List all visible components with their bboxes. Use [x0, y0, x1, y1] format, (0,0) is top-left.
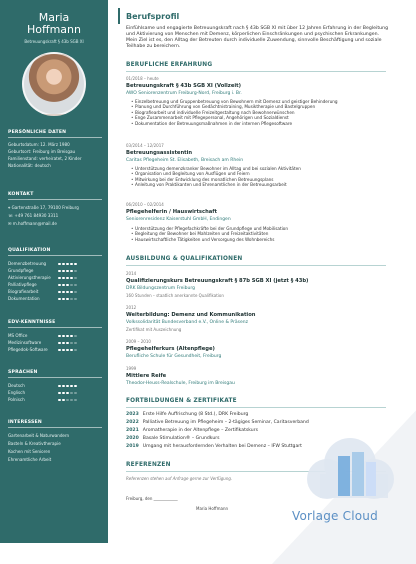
signature-label: Maria Hoffmann — [196, 506, 229, 511]
rating-dot-icon — [66, 342, 69, 345]
edu-title: Qualifizierungskurs Betreuungskraft § 87b SGB XI (jetzt § 43b) — [126, 278, 309, 284]
skill-row — [8, 340, 106, 346]
rating-dot-icon — [58, 385, 61, 388]
skill-rating — [58, 275, 78, 280]
job-bullets — [131, 166, 386, 188]
contact-heading: KONTAKT — [8, 192, 102, 200]
watermark-cloud-icon — [272, 404, 416, 564]
location-icon: ⌖ — [8, 205, 12, 210]
skill-rating — [58, 289, 78, 294]
personal-line: Familienstand: verheiratet, 2 Kinder — [8, 156, 82, 161]
edu-year: 2012 — [126, 305, 137, 310]
rating-dot-icon — [70, 342, 73, 345]
cert-text: Umgang mit herausfordernden Verhalten bei Demenz – IFW Stuttgart — [142, 444, 302, 449]
rating-dot-icon — [58, 284, 61, 287]
cert-text: Aromatherapie in der Altenpflege – Zertifikatskurs — [142, 428, 258, 433]
job-period: 01/2018 – heute — [126, 76, 159, 81]
rating-dot-icon — [62, 385, 65, 388]
rating-dot-icon — [62, 270, 65, 273]
skill-row — [8, 296, 106, 302]
rating-dot-icon — [70, 385, 73, 388]
skill-rating — [58, 333, 78, 338]
rating-dot-icon — [66, 298, 69, 301]
bullet-item: • Biografiearbeit und individuelle Freizeitgestaltung nach Bewohnerwünschen — [131, 110, 386, 115]
bullet-item: • Unterstützung der Pflegefachkräfte bei der Grundpflege und Mobilisation — [131, 226, 386, 231]
rating-dot-icon — [70, 298, 73, 301]
rating-dot-icon — [74, 270, 77, 273]
rating-dot-icon — [74, 263, 77, 266]
rating-dot-icon — [58, 277, 61, 280]
edu-org: DRK Bildungszentrum Freiburg — [126, 286, 195, 291]
rating-dot-icon — [74, 335, 77, 338]
rating-dot-icon — [70, 399, 73, 402]
rating-dot-icon — [66, 284, 69, 287]
rating-dot-icon — [62, 298, 65, 301]
edu-year: 2014 — [126, 271, 137, 276]
rating-dot-icon — [70, 277, 73, 280]
rating-dot-icon — [74, 291, 77, 294]
skill-row — [8, 275, 106, 281]
skill-label: Grundpflege — [8, 268, 34, 273]
cert-year: 2021 — [126, 428, 139, 433]
job-bullets — [131, 226, 386, 242]
skill-label: Palliativpflege — [8, 282, 37, 287]
mail-icon: ✉ — [8, 221, 13, 226]
interests-heading: INTERESSEN — [8, 420, 102, 428]
skill-rating — [58, 347, 78, 352]
experience-heading: BERUFLICHE ERFAHRUNG — [126, 62, 213, 68]
rating-dot-icon — [74, 392, 77, 395]
rating-dot-icon — [58, 399, 61, 402]
rating-dot-icon — [62, 263, 65, 266]
skill-label: Aktivierungstherapie — [8, 275, 51, 280]
skill-row — [8, 383, 106, 389]
edu-year: 1999 — [126, 366, 137, 371]
rating-dot-icon — [58, 392, 61, 395]
personal-line: Geburtsdatum: 12. März 1980 — [8, 142, 70, 147]
job-period: 06/2010 – 02/2014 — [126, 202, 164, 207]
phone-icon: ☏ — [8, 213, 15, 218]
bullet-item: • Dokumentation der Betreuungsmaßnahmen in der internen Pflegesoftware — [131, 121, 386, 126]
rating-dot-icon — [70, 291, 73, 294]
personal-line: Nationalität: deutsch — [8, 163, 51, 168]
edu-org: Berufliche Schule für Gesundheit, Freiburg — [126, 354, 222, 359]
bullet-item: • Hauswirtschaftliche Tätigkeiten und Versorgung des Wohnbereichs — [131, 237, 386, 242]
job-bullets — [131, 99, 386, 126]
skill-rating — [58, 268, 78, 273]
rating-dot-icon — [58, 349, 61, 352]
skill-row — [8, 282, 106, 288]
rating-dot-icon — [66, 291, 69, 294]
bullet-item: • Begleitung der Bewohner bei Mahlzeiten und Freizeitaktivitäten — [131, 231, 386, 236]
skill-row — [8, 347, 106, 353]
profile-accent-bar — [118, 8, 120, 24]
rating-dot-icon — [66, 349, 69, 352]
profile-photo — [22, 52, 86, 116]
skill-rating — [58, 390, 78, 395]
place-date: Freiburg, den ____________ — [126, 496, 178, 501]
job-title: Betreuungskraft § 43b SGB XI (Vollzeit) — [126, 83, 241, 89]
certificates-heading: FORTBILDUNGEN & ZERTIFIKATE — [126, 398, 237, 404]
rating-dot-icon — [58, 335, 61, 338]
skill-row — [8, 289, 106, 295]
skill-label: Pflegedok-Software — [8, 347, 48, 352]
email-text[interactable]: m.hoffmann@mail.de — [12, 221, 57, 226]
bullet-item: • Einzelbetreuung und Gruppenbetreuung von Bewohnern mit Demenz und geistiger Behinderung — [131, 99, 386, 104]
skill-label: Biografiearbeit — [8, 289, 39, 294]
interest-item: Gartenarbeit & Naturwandern — [8, 433, 70, 438]
rating-dot-icon — [62, 291, 65, 294]
rating-dot-icon — [66, 263, 69, 266]
rating-dot-icon — [70, 263, 73, 266]
job-company: Caritas Pflegeheim St. Elisabeth, Breisach am Rhein — [126, 158, 244, 163]
edu-note: Zertifikat mit Auszeichnung — [126, 327, 182, 332]
edu-title: Weiterbildung: Demenz und Kommunikation — [126, 312, 256, 318]
phone-text[interactable]: +49 761 84930 3311 — [14, 213, 59, 218]
rating-dot-icon — [70, 284, 73, 287]
contact-email — [8, 221, 106, 226]
bullet-item: • Organisation und Begleitung von Ausflügen und Feiern — [131, 171, 386, 176]
skill-row — [8, 261, 106, 267]
qualification-heading: QUALIFIKATION — [8, 248, 102, 256]
skill-label: Englisch — [8, 390, 26, 395]
rating-dot-icon — [74, 284, 77, 287]
job-title: Betreuungsassistentin — [126, 150, 193, 156]
rating-dot-icon — [58, 291, 61, 294]
bullet-item: • Planung und Durchführung von Gedächtnistraining, Musiktherapie und Bastelgruppen — [131, 104, 386, 109]
skill-rating — [58, 296, 78, 301]
rating-dot-icon — [74, 349, 77, 352]
job-title: Pflegehelferin / Hauswirtschaft — [126, 209, 218, 215]
bullet-item: • Enge Zusammenarbeit mit Pflegepersonal, Angehörigen und Sozialdienst — [131, 115, 386, 120]
edu-year: 2009 – 2010 — [126, 339, 151, 344]
rating-dot-icon — [66, 335, 69, 338]
cert-text: Erste Hilfe Auffrischung (8 Std.), DRK Freiburg — [142, 412, 249, 417]
rating-dot-icon — [58, 342, 61, 345]
skill-rating — [58, 282, 78, 287]
skill-label: Medizinsoftware — [8, 340, 42, 345]
skill-label: Dokumentation — [8, 296, 40, 301]
skill-rating — [58, 340, 78, 345]
skill-row — [8, 397, 106, 403]
bullet-item: • Mitwirkung bei der Entwicklung des monatlichen Betreuungsplans — [131, 177, 386, 182]
skill-label: Polnisch — [8, 397, 25, 402]
rating-dot-icon — [70, 349, 73, 352]
rating-dot-icon — [74, 385, 77, 388]
rating-dot-icon — [70, 335, 73, 338]
it-heading: EDV-KENNTNISSE — [8, 320, 102, 328]
name-last: Hoffmann — [27, 23, 81, 36]
bullet-item: • Anleitung von Praktikanten und Ehrenamtlichen in der Betreuungsarbeit — [131, 182, 386, 187]
bullet-item: • Unterstützung demenzkranker Bewohner im Alltag und bei sozialen Aktivitäten — [131, 166, 386, 171]
rating-dot-icon — [66, 270, 69, 273]
cert-text: Palliative Betreuung im Pflegeheim – 2-tägiges Seminar, Caritasverband — [142, 420, 309, 425]
rating-dot-icon — [74, 342, 77, 345]
cert-text: Basale Stimulation® – Grundkurs — [142, 436, 220, 441]
rating-dot-icon — [66, 385, 69, 388]
skill-row — [8, 390, 106, 396]
edu-note: 160 Stunden – staatlich anerkannte Qualifikation — [126, 293, 224, 298]
references-heading: REFERENZEN — [126, 462, 171, 468]
rating-dot-icon — [62, 399, 65, 402]
skill-label: MS Office — [8, 333, 28, 338]
rating-dot-icon — [70, 392, 73, 395]
profile-text: Einfühlsame und engagierte Betreuungskraft nach § 43b SGB XI mit über 12 Jahren Erfahrung in der Begleitung und Aktivierung von Menschen mit Demenz, körperlichen Einschränkungen und psychischen Erkrankungen. Mein Ziel ist es, den Alltag der Betreuten durch individuelle Zuwendung, sinnvolle Beschäftigung und soziale Teilhabe zu bereichern. — [126, 26, 389, 49]
watermark-text: Vorlage Cloud — [292, 509, 378, 523]
edu-org: Theodor-Heuss-Realschule, Freiburg im Breisgau — [126, 381, 235, 386]
rating-dot-icon — [62, 349, 65, 352]
cert-year: 2022 — [126, 420, 139, 425]
rating-dot-icon — [66, 399, 69, 402]
rating-dot-icon — [58, 298, 61, 301]
interest-item: Kochen mit Senioren — [8, 449, 51, 454]
edu-title: Pflegehelferkurs (Altenpflege) — [126, 346, 215, 352]
job-company: AWO Seniorenzentrum Freiburg-Nord, Freiburg i. Br. — [126, 91, 242, 96]
education-heading: AUSBILDUNG & QUALIFIKATIONEN — [126, 256, 243, 262]
divider — [126, 71, 386, 72]
references-text: Referenzen stehen auf Anfrage gerne zur Verfügung. — [126, 476, 233, 481]
profile-heading: Berufsprofil — [126, 12, 180, 21]
contact-address — [8, 205, 106, 210]
edu-title: Mittlere Reife — [126, 373, 167, 379]
skill-label: Deutsch — [8, 383, 25, 388]
rating-dot-icon — [62, 335, 65, 338]
rating-dot-icon — [74, 399, 77, 402]
personal-heading: PERSÖNLICHE DATEN — [8, 130, 102, 138]
edu-org: Volkssolidarität Bundesverband e.V., Online & Präsenz — [126, 320, 248, 325]
skill-rating — [58, 261, 78, 266]
job-period: 03/2014 – 12/2017 — [126, 143, 164, 148]
rating-dot-icon — [58, 270, 61, 273]
interest-item: Basteln & Kreativtherapie — [8, 441, 61, 446]
skill-row — [8, 333, 106, 339]
cert-year: 2023 — [126, 412, 139, 417]
rating-dot-icon — [62, 392, 65, 395]
skill-rating — [58, 383, 78, 388]
divider — [126, 265, 386, 266]
skill-rating — [58, 397, 78, 402]
rating-dot-icon — [58, 263, 61, 266]
cert-year: 2020 — [126, 436, 139, 441]
job-company: Seniorenresidenz Kaiserstuhl GmbH, Endingen — [126, 217, 231, 222]
skill-label: Demenzbetreuung — [8, 261, 47, 266]
rating-dot-icon — [62, 342, 65, 345]
cert-year: 2019 — [126, 444, 139, 449]
job-title: Betreuungskraft § 43b SGB XI — [24, 39, 84, 44]
interest-item: Ehrenamtliche Arbeit — [8, 457, 52, 462]
sidebar — [0, 0, 108, 543]
rating-dot-icon — [74, 298, 77, 301]
address-text: Gartenstraße 17, 79100 Freiburg — [11, 205, 79, 210]
rating-dot-icon — [62, 284, 65, 287]
personal-line: Geburtsort: Freiburg im Breisgau — [8, 149, 76, 154]
rating-dot-icon — [70, 270, 73, 273]
rating-dot-icon — [66, 392, 69, 395]
contact-phone — [8, 213, 106, 218]
rating-dot-icon — [74, 277, 77, 280]
rating-dot-icon — [62, 277, 65, 280]
languages-heading: SPRACHEN — [8, 370, 102, 378]
rating-dot-icon — [66, 277, 69, 280]
name-first: Maria — [38, 11, 70, 24]
skill-row — [8, 268, 106, 274]
